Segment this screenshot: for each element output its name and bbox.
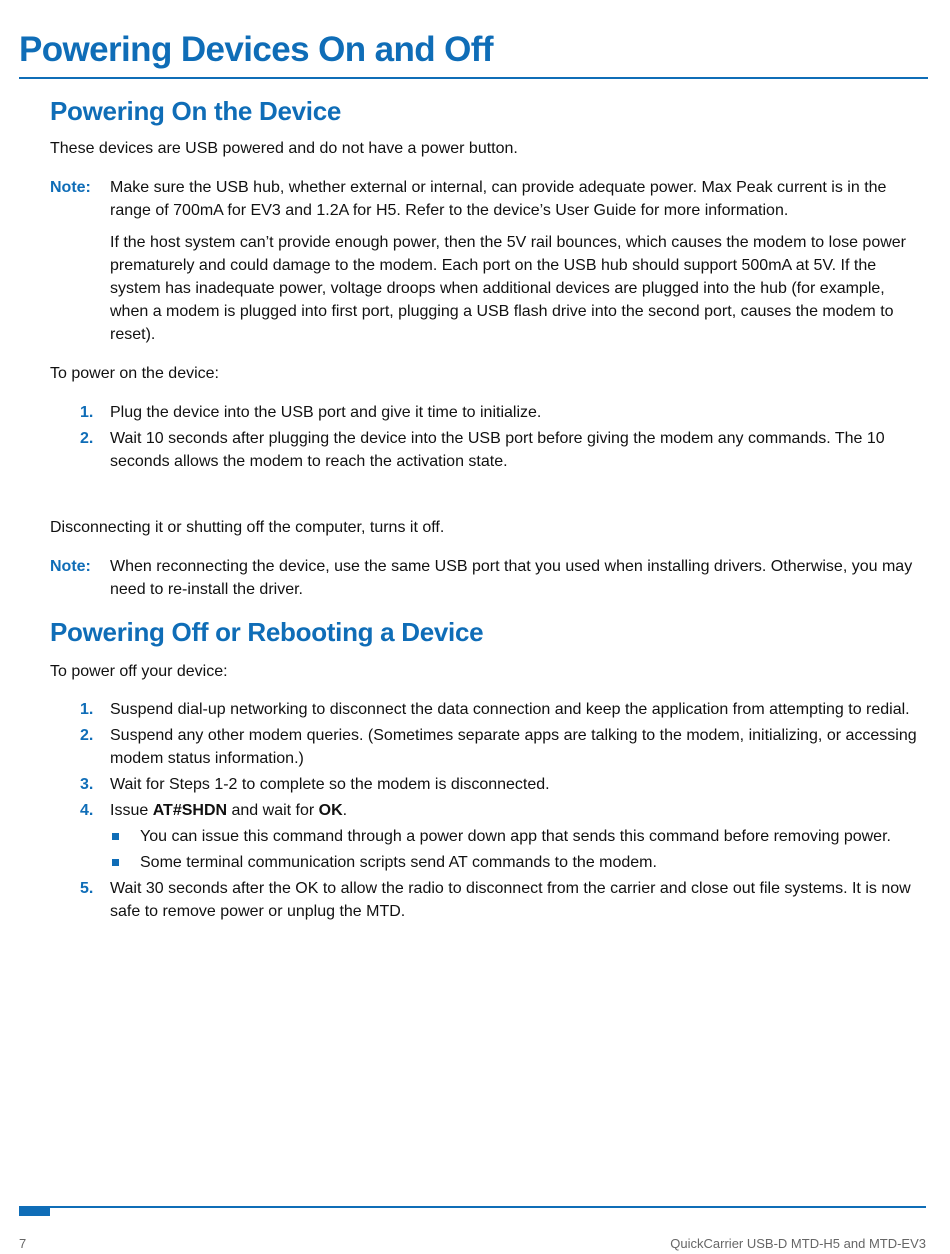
step-body [110,799,924,874]
step-number: 3. [80,776,94,793]
reconnect-note [50,555,924,601]
note-label: Note: [50,179,91,196]
list-item [50,427,924,473]
note-body [110,176,924,346]
list-item [50,773,924,796]
note-paragraph-2: If the host system can’t provide enough power, then the 5V rail bounces, which causes the modem to lose power prematurely and could damage to the modem. Each port on the USB hub should support 500mA at 5V. If the system has inadequate power, voltage droops when additional devices are plugged into the hub (for example, when a modem is plugged into first port, plugging a USB flash drive into the second port, causes the modem to reset). [110,234,907,343]
sub-bullet-text: You can issue this command through a power down app that sends this command before removing power. [140,828,891,845]
footer-divider [19,1206,926,1208]
power-note [50,176,924,346]
power-off-steps-list [50,698,924,923]
step-text: Suspend dial-up networking to disconnect the data connection and keep the application from attempting to redial. [110,701,910,718]
sub-bullet-item [110,851,924,874]
step-number: 2. [80,727,94,744]
step-text: Wait for Steps 1-2 to complete so the modem is disconnected. [110,776,550,793]
step-number: 2. [80,430,94,447]
section-heading-powering-off: Powering Off or Rebooting a Device [50,617,484,647]
power-on-steps-intro: To power on the device: [50,365,219,382]
page-title: Powering Devices On and Off [19,30,493,69]
step-number: 4. [80,802,94,819]
step-text-suffix: . [342,802,348,819]
step-text: Wait 10 seconds after plugging the device into the USB port before giving the modem any commands. The 10 seconds allows the modem to reach the activation state. [110,430,885,470]
list-item [50,799,924,874]
sub-bullet-text: Some terminal communication scripts send AT commands to the modem. [140,854,657,871]
section-heading-powering-on: Powering On the Device [50,96,342,126]
page-content [50,96,924,926]
note-paragraph-1: Make sure the USB hub, whether external or internal, can provide adequate power. Max Peak current is in the range of 700mA for EV3 and 1.2A for H5. Refer to the device’s User Guide for more information. [110,179,887,219]
step-text [110,799,924,822]
power-off-intro-text: To power off your device: [50,663,228,680]
title-divider [19,77,928,79]
note-paragraph: When reconnecting the device, use the same USB port that you used when installing drivers. Otherwise, you may need to re-install the driver. [110,558,913,598]
list-item [50,877,924,923]
step-number: 5. [80,880,94,897]
step-number: 1. [80,404,94,421]
step-text: Suspend any other modem queries. (Sometimes separate apps are talking to the modem, initializing, or accessing modem status information.) [110,727,917,767]
step-number: 1. [80,701,94,718]
square-bullet-icon [110,825,140,848]
page-number: 7 [19,1236,27,1251]
list-item [50,724,924,770]
power-on-steps-list [50,401,924,473]
footer-doc-title: QuickCarrier USB-D MTD-H5 and MTD-EV3 [670,1236,926,1251]
sub-bullet-item [110,825,924,848]
list-item [50,698,924,721]
step-text: Wait 30 seconds after the OK to allow the radio to disconnect from the carrier and close out file systems. It is now safe to remove power or unplug the MTD. [110,880,911,920]
square-bullet-icon [110,851,140,874]
step-text-prefix: Issue [110,802,153,819]
step-text: Plug the device into the USB port and give it time to initialize. [110,404,542,421]
footer-accent-tab [19,1207,50,1216]
disconnect-text: Disconnecting it or shutting off the computer, turns it off. [50,519,445,536]
command-code: AT#SHDN [152,802,228,819]
note-label: Note: [50,558,91,575]
step-text-middle: and wait for [227,802,319,819]
ok-response: OK [318,802,343,819]
note-body [110,555,924,601]
power-intro-text: These devices are USB powered and do not have a power button. [50,140,518,157]
list-item [50,401,924,424]
